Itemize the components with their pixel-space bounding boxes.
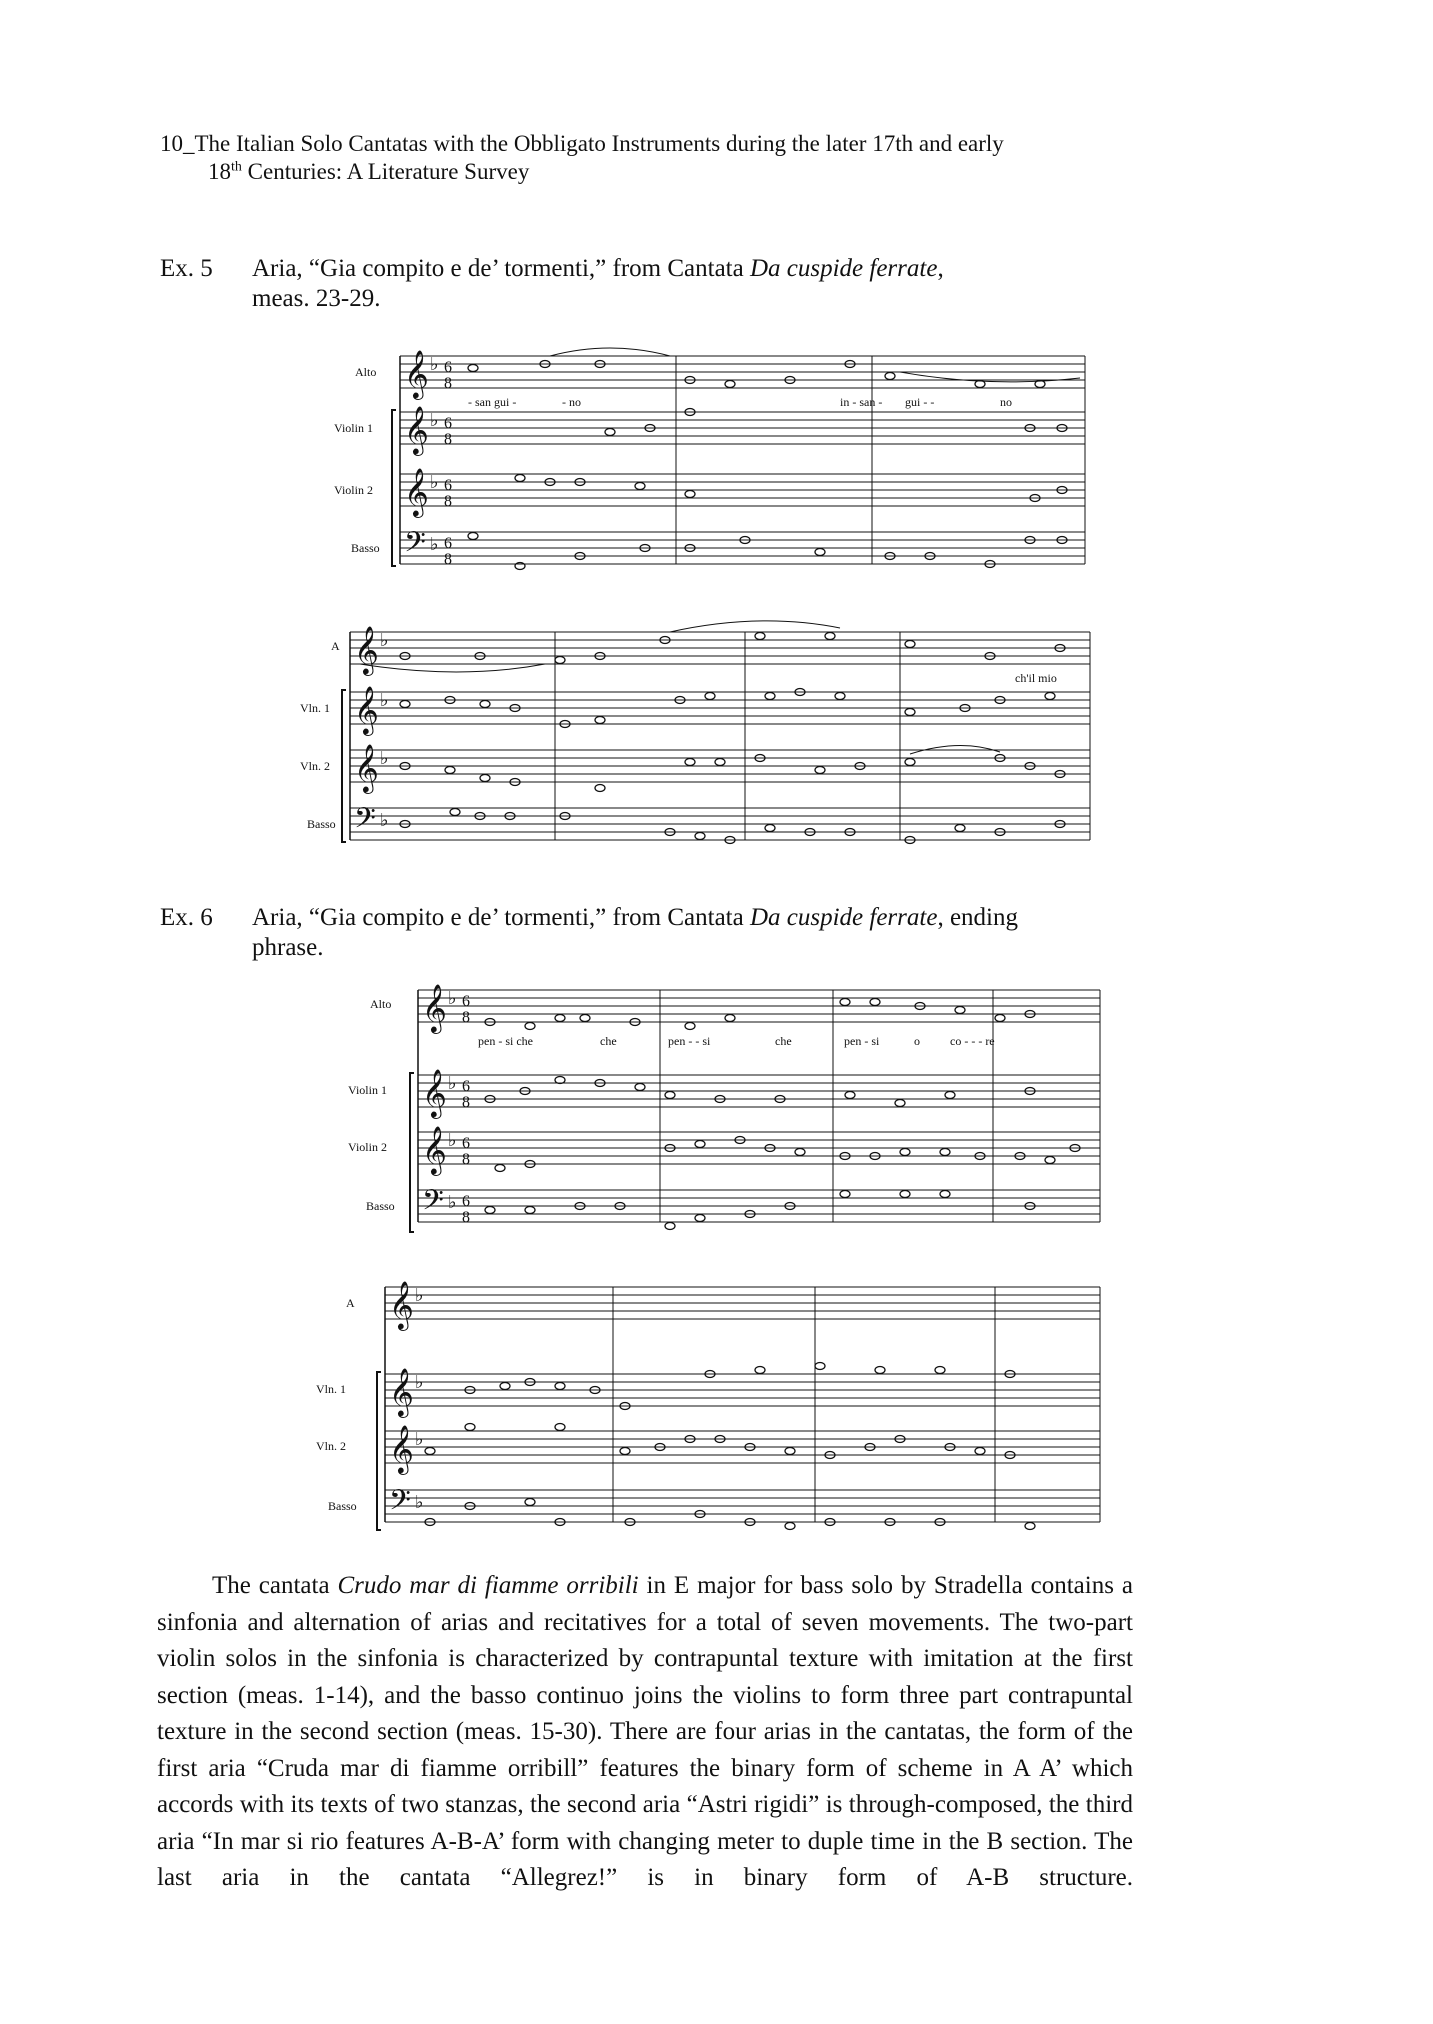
svg-text:8: 8 <box>444 551 452 568</box>
lyric: - no <box>562 395 581 409</box>
svg-text:8: 8 <box>444 493 452 510</box>
svg-text:♭: ♭ <box>448 988 457 1008</box>
staff-vln1 <box>385 1374 1100 1406</box>
svg-text:♭: ♭ <box>448 1130 457 1150</box>
staff-label: Basso <box>328 1499 357 1513</box>
staff-label: Violin 1 <box>348 1083 387 1097</box>
staff-a <box>385 1287 1100 1319</box>
svg-text:8: 8 <box>462 1009 470 1026</box>
example-6-line2: phrase. <box>252 934 324 961</box>
svg-text:𝄞: 𝄞 <box>404 470 429 516</box>
svg-text:8: 8 <box>462 1209 470 1226</box>
body-seg2: in E major for bass solo by Stradella contains a sinfonia and alternation of arias and recitatives for a total of seven movements. The two-part violin solos in the sinfonia is characterized by contrapuntal texture with imitation at the first section (meas. 1-14), and the basso continuo joins the violins to form three part contrapuntal texture in the second section (meas. 15-30). There are four arias in the cantatas, the form of the first aria “Cruda mar di fiamme orribill” features the binary form of scheme in A A’ which accords with its texts of two stanzas, the second aria “Astri rigidi” is through-composed, the third aria “In mar si rio features A-B-A’ form with changing meter to duple time in the B section. The last aria in the cantata “Allegrez!” is in binary form of A-B structure. <box>157 1572 1133 1891</box>
svg-text:𝄢: 𝄢 <box>389 1486 411 1523</box>
svg-text:6: 6 <box>462 1078 470 1095</box>
lyric: pen - si che <box>478 1034 533 1048</box>
staff-label: A <box>346 1296 355 1310</box>
staff-vln2 <box>385 1431 1100 1463</box>
svg-text:♭: ♭ <box>415 1372 424 1392</box>
svg-text:♭: ♭ <box>380 810 389 830</box>
svg-text:♭: ♭ <box>415 1429 424 1449</box>
example-6-label: Ex. 6 <box>160 904 213 931</box>
noteheads <box>425 1363 1035 1530</box>
svg-text:6: 6 <box>462 1135 470 1152</box>
svg-text:♭: ♭ <box>448 1192 457 1212</box>
svg-text:6: 6 <box>444 415 452 432</box>
staff-label: Violin 1 <box>334 421 373 435</box>
body-paragraph-text <box>157 1568 1133 1897</box>
svg-text:𝄞: 𝄞 <box>404 408 429 454</box>
lyric: co - - - re <box>950 1034 995 1048</box>
staff-label: Alto <box>370 997 392 1011</box>
example-6-title: Da cuspide ferrate <box>749 904 938 931</box>
lyric: o <box>914 1034 920 1048</box>
staff-basso <box>385 1490 1100 1522</box>
svg-text:𝄞: 𝄞 <box>389 1427 414 1473</box>
svg-text:6: 6 <box>462 1193 470 1210</box>
staff-label: Vln. 1 <box>316 1382 346 1396</box>
svg-text:♭: ♭ <box>430 472 439 492</box>
lyric: che <box>600 1034 617 1048</box>
staff-label: Violin 2 <box>334 483 373 497</box>
lyric: ch'il mio <box>1015 671 1057 685</box>
lyric: in - san - <box>840 395 883 409</box>
svg-text:♭: ♭ <box>430 354 439 374</box>
svg-text:♭: ♭ <box>380 690 389 710</box>
clefs <box>389 1281 414 1523</box>
lyric: pen - - si <box>668 1034 711 1048</box>
body-paragraph <box>157 1568 1133 1897</box>
example-6-text: Aria, “Gia compito e de’ tormenti,” from Cantata <box>252 904 750 931</box>
svg-text:♭: ♭ <box>380 630 389 650</box>
svg-text:𝄢: 𝄢 <box>422 1186 444 1223</box>
svg-text:𝄞: 𝄞 <box>422 1071 447 1117</box>
staff-label: Vln. 2 <box>300 759 330 773</box>
example-5-label: Ex. 5 <box>160 255 213 282</box>
svg-text:6: 6 <box>444 477 452 494</box>
svg-text:𝄢: 𝄢 <box>354 804 376 841</box>
staff-label: Violin 2 <box>348 1140 387 1154</box>
svg-text:𝄞: 𝄞 <box>422 986 447 1032</box>
staff-label: Basso <box>366 1199 395 1213</box>
svg-text:♭: ♭ <box>430 534 439 554</box>
svg-text:𝄞: 𝄞 <box>404 352 429 398</box>
staff-label: Vln. 2 <box>316 1439 346 1453</box>
staff-label: A <box>331 639 340 653</box>
svg-text:𝄞: 𝄞 <box>354 746 379 792</box>
system-4-labels <box>316 1296 357 1513</box>
running-head-century: 18 <box>208 159 231 184</box>
staff-label: Vln. 1 <box>300 701 330 715</box>
lyric: gui - - <box>905 395 935 409</box>
svg-text:𝄞: 𝄞 <box>354 688 379 734</box>
svg-text:8: 8 <box>462 1094 470 1111</box>
svg-text:8: 8 <box>444 431 452 448</box>
svg-text:𝄢: 𝄢 <box>404 528 426 565</box>
example-5-title: Da cuspide ferrate <box>749 255 938 282</box>
svg-text:6: 6 <box>444 359 452 376</box>
svg-text:8: 8 <box>444 375 452 392</box>
svg-text:𝄞: 𝄞 <box>389 1283 414 1329</box>
svg-text:♭: ♭ <box>430 410 439 430</box>
lyric: che <box>775 1034 792 1048</box>
staff-label: Basso <box>307 817 336 831</box>
staff-label: Basso <box>351 541 380 555</box>
lyric: - san gui - <box>468 395 517 409</box>
svg-text:8: 8 <box>462 1151 470 1168</box>
svg-text:♭: ♭ <box>415 1285 424 1305</box>
lyric: pen - si <box>844 1034 880 1048</box>
svg-text:6: 6 <box>444 535 452 552</box>
svg-text:6: 6 <box>462 993 470 1010</box>
example-6-text-post: , ending <box>937 904 1018 931</box>
svg-text:♭: ♭ <box>415 1492 424 1512</box>
svg-text:♭: ♭ <box>380 748 389 768</box>
example-5-text-post: , <box>937 255 944 282</box>
running-head-rest: Centuries: A Literature Survey <box>241 159 530 184</box>
example-5-text: Aria, “Gia compito e de’ tormenti,” from Cantata <box>252 255 750 282</box>
running-head-line1: 10_The Italian Solo Cantatas with the Obbligato Instruments during the later 17th and early <box>160 131 1004 156</box>
svg-text:♭: ♭ <box>448 1073 457 1093</box>
staff-label: Alto <box>355 365 377 379</box>
cantata-title: Crudo mar di fiamme orribili <box>337 1572 639 1599</box>
svg-text:𝄞: 𝄞 <box>354 628 379 674</box>
example-5-line2: meas. 23-29. <box>252 285 381 312</box>
body-seg1: The cantata <box>212 1572 338 1599</box>
lyric: no <box>1000 395 1012 409</box>
svg-text:𝄞: 𝄞 <box>389 1370 414 1416</box>
running-head-sup: th <box>231 159 242 175</box>
svg-text:𝄞: 𝄞 <box>422 1128 447 1174</box>
